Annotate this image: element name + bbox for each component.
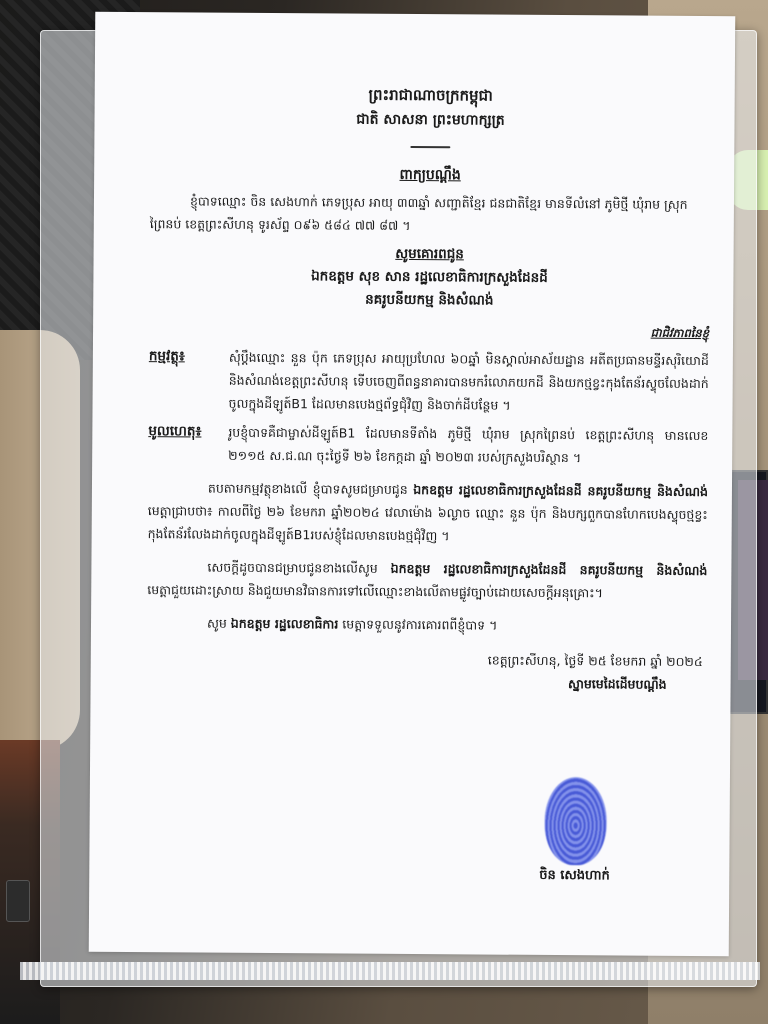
kingdom-header: ព្រះរាជាណាចក្រកម្ពុជា [368, 85, 493, 105]
addressee-line-1: ឯកឧត្ដម សុខ សាន រដ្ឋលេខាធិការក្រសួងដែនដី [311, 268, 548, 286]
reference-note: ជាជិវភាពនៃខ្ញុំ [650, 325, 710, 341]
reason-label: មូលហេតុ៖ [148, 423, 202, 440]
subject-text: សុំប្ដឹងឈ្មោះ នួន ប៉ុក ភេទប្រុស អាយុប្រហែល ៦០ឆ្នាំ មិនស្គាល់អាស័យដ្ឋាន អតីតប្រធានមន្ទីរសុរិយោដី និងសំណង់ខេត្តព្រះសីហនុ ទើបចេញពីពន្ធនាគារបានមករំលោភយកដី និងយកថ្មខ្វះកុងតែន័រស្ទុចលែងដាក់ចូលក្នុងដីឡូត៍B1 ដែលមានបេងថ្មព័ទ្ធជុំវិញ និងចាក់ដីបន្ថែម ។ [228, 349, 709, 413]
complaint-letter [89, 12, 736, 956]
closing-addressee: ឯកឧត្ដម រដ្ឋលេខាធិការ [230, 615, 339, 632]
paragraph-2 [147, 555, 707, 605]
paragraph-1 [148, 476, 708, 549]
paragraph-1-start: តបតាមកម្មវត្ថុខាងលើ ខ្ញុំបាទសូមជម្រាបជូន [207, 480, 414, 498]
addressee-line-2: នគរូបនីយកម្ម និងសំណង់ [365, 291, 494, 309]
letter-date: ខេត្តព្រះសីហនុ, ថ្ងៃទី ២៥ ខែមករា ឆ្នាំ ២០២៤ [487, 652, 703, 670]
closing-paragraph [147, 611, 707, 638]
paragraph-1-end: មេត្តាជ្រាបថា៖ កាលពីថ្ងៃ ២៦ ខែមករា ឆ្នាំ២០២៤ វេលាម៉ោង ៦ល្ងាច ឈ្មោះ នួន ប៉ុក និងបក្សពួកបានហែកបេងស្ទុចថ្មខ្វះកុងតែន័រលែងដាក់ចូលក្នុងដីឡូត៍B1របស់ខ្ញុំដែលមានបេងថ្មជុំវិញ ។ [147, 503, 708, 544]
signature-label: ស្នាមមេដៃដើមបណ្ដឹង [567, 676, 667, 692]
salutation: សូមគោរពជូន [395, 245, 464, 263]
paragraph-1-addressee: ឯកឧត្ដម រដ្ឋលេខាធិការក្រសួងដែនដី នគរូបនីយកម្ម និងសំណង់ [413, 482, 709, 500]
subject-row [148, 345, 708, 418]
signer-name: ចិន សេងហាក់ [539, 867, 610, 884]
national-motto: ជាតិ សាសនា ព្រះមហាក្សត្រ [356, 111, 505, 129]
closing-start: សូម [206, 615, 231, 631]
paragraph-2-start: សេចក្ដីដូចបានជម្រាបជូនខាងលើសូម [207, 559, 391, 576]
sleeve-bottom-edge [20, 962, 760, 980]
reason-row [148, 420, 708, 470]
closing-end: មេត្តាទទួលនូវការគោរពពីខ្ញុំបាទ ។ [338, 616, 498, 633]
letter-body [147, 82, 711, 696]
dashboard-button [6, 880, 30, 922]
paragraph-2-addressee: ឯកឧត្ដម រដ្ឋលេខាធិការក្រសួងដែនដី នគរូបនីយកម្ម និងសំណង់ [390, 560, 708, 579]
fingerprint-icon [544, 777, 607, 865]
document-type: ពាក្យបណ្ដឹង [399, 166, 461, 184]
subject-label: កម្មវត្ថុ៖ [148, 348, 185, 365]
intro-paragraph: ខ្ញុំបាទឈ្មោះ ចិន សេងហាក់ ភេទប្រុស អាយុ ៣៣ឆ្នាំ សញ្ជាតិខ្មែរ ជនជាតិខ្មែរ មានទីលំនៅ ភូមិថ្មី ឃុំរាម ស្រុកព្រៃនប់ ខេត្តព្រះសីហនុ ទូរស័ព្ទ ០៩៦ ៥៨៤ ៧៧ ៨៧ ។ [149, 193, 688, 233]
header-divider [410, 146, 450, 148]
paragraph-2-end: មេត្តាជួយដោះស្រាយ និងជួយមានវិធានការទៅលើឈ្មោះខាងលើតាមផ្លូវច្បាប់ដោយសេចក្ដីអនុគ្រោះ។ [147, 582, 603, 601]
reason-text: រូបខ្ញុំបាទគឺជាម្ចាស់ដីឡូត៍B1 ដែលមានទីតាំង ភូមិថ្មី ឃុំរាម ស្រុកព្រៃនប់ ខេត្តព្រះសីហនុ មានលេខ ២១១៥ ស.ជ.ណ ចុះថ្ងៃទី ២៦ ខែកក្កដា ឆ្នាំ ២០២៣ របស់ក្រសួងបរិស្ថាន ។ [228, 424, 709, 466]
